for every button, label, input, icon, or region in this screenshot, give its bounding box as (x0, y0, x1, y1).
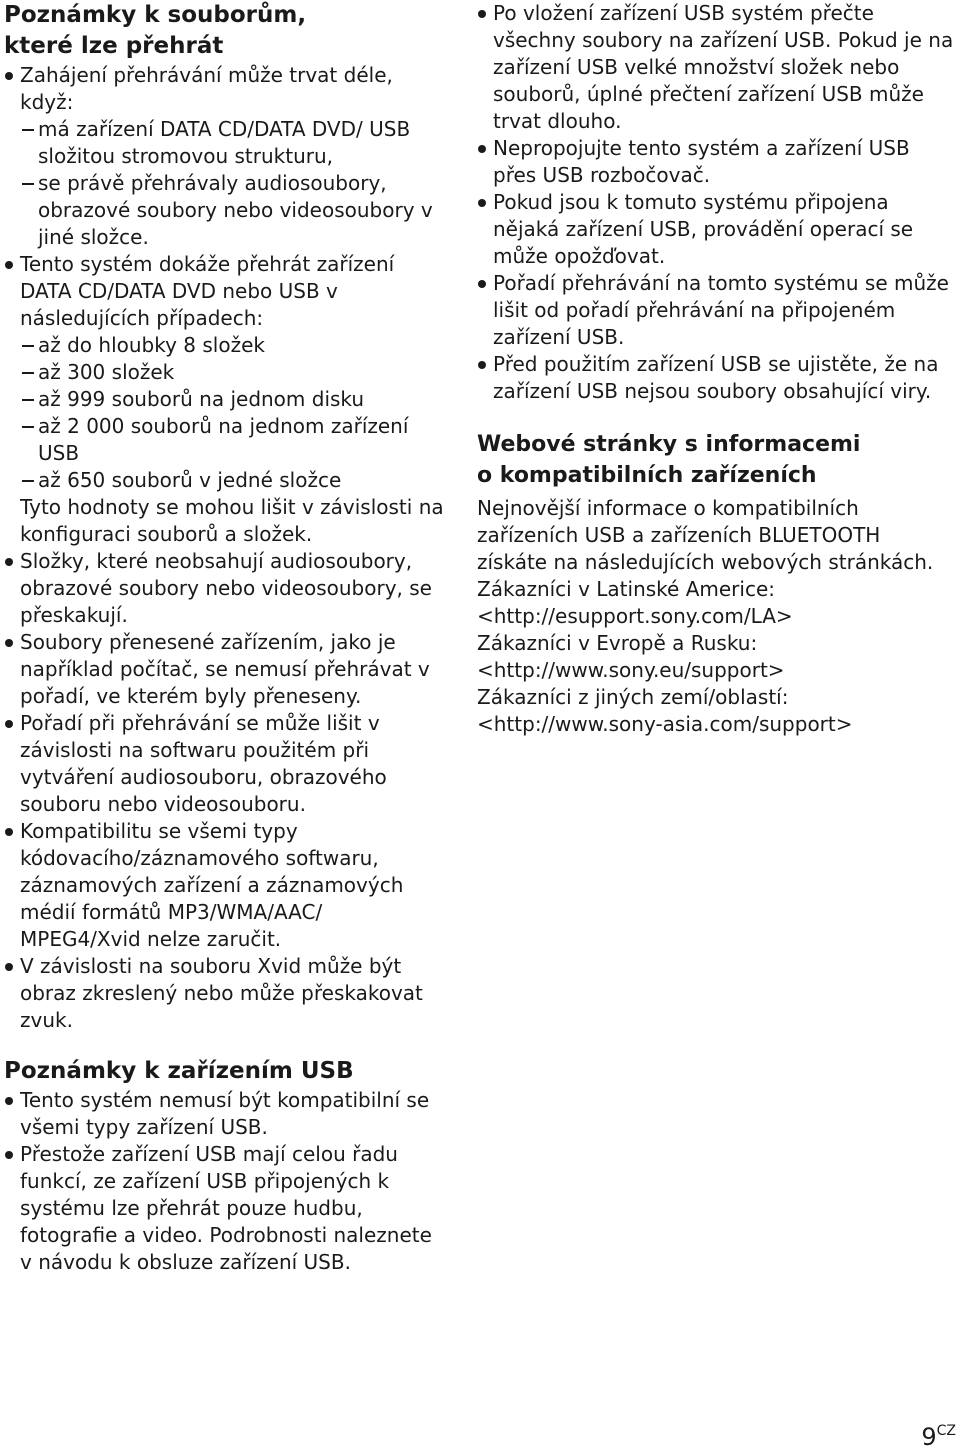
list-item (4, 548, 444, 629)
bullet-text: Soubory přenesené zařízením, jako je například počítač, se nemusí přehrávat v pořadí, ve kterém byly přeneseny. (20, 630, 430, 708)
list-item (4, 710, 444, 818)
section-title-usb-notes: Poznámky k zařízením USB (4, 1058, 354, 1084)
bullet-text: Pořadí přehrávání na tomto systému se může lišit od pořadí přehrávání na připojeném zařízení USB. (493, 271, 949, 349)
support-link[interactable]: <http://www.sony-asia.com/support> (477, 712, 853, 736)
heading-line-2: o kompatibilních zařízeních (477, 463, 817, 488)
section-title-playable-files (4, 0, 444, 62)
playable-files-notes (4, 62, 444, 1034)
sub-item: až 2 000 souborů na jednom zařízení USB (20, 413, 444, 467)
usb-notes-continued (477, 0, 955, 405)
page-number-value: 9 (921, 1423, 937, 1451)
list-item (477, 135, 955, 189)
bullet-text: Po vložení zařízení USB systém přečte všechny soubory na zařízení USB. Pokud je na zařízení USB velké množství složek nebo souborů, úplné přečtení zařízení USB může trvat dlouho. (493, 1, 954, 133)
bullet-note: Tyto hodnoty se mohou lišit v závislosti na konfiguraci souborů a složek. (20, 495, 444, 546)
bullet-text: Tento systém nemusí být kompatibilní se všemi typy zařízení USB. (20, 1088, 430, 1139)
bullet-text: Složky, které neobsahují audiosoubory, obrazové soubory nebo videosoubory, se přeskakují. (20, 549, 432, 627)
bullet-text: Před použitím zařízení USB se ujistěte, že na zařízení USB nejsou soubory obsahující viry. (493, 352, 939, 403)
list-item (4, 1087, 444, 1141)
sub-item: až 999 souborů na jednom disku (20, 386, 444, 413)
bullet-text: Přestože zařízení USB mají celou řadu funkcí, ze zařízení USB připojených k systému lze přehrát pouze hudbu, fotografie a video. Podrobnosti naleznete v návodu k obsluze zařízení USB. (20, 1142, 432, 1274)
bullet-text: Zahájení přehrávání může trvat déle, když: (20, 63, 393, 114)
list-item (477, 270, 955, 351)
support-link[interactable]: <http://www.sony.eu/support> (477, 658, 785, 682)
list-item (477, 189, 955, 270)
heading-line-1: Poznámky k souborům, (4, 2, 307, 28)
page-number (921, 1416, 956, 1452)
sub-item: až do hloubky 8 složek (20, 332, 444, 359)
left-column (4, 0, 444, 1276)
list-item (4, 1141, 444, 1276)
heading-line-2: které lze přehrát (4, 33, 224, 59)
bullet-text: Nepropojujte tento systém a zařízení USB přes USB rozbočovač. (493, 136, 910, 187)
list-item (4, 818, 444, 953)
list-item (477, 0, 955, 135)
region-label: Zákazníci v Evropě a Rusku: (477, 631, 758, 655)
bullet-text: Tento systém dokáže přehrát zařízení DATA CD/DATA DVD nebo USB v následujících případech: (20, 252, 395, 330)
list-item (4, 629, 444, 710)
language-code: CZ (936, 1423, 956, 1439)
sub-item: má zařízení DATA CD/DATA DVD/ USB složitou stromovou strukturu, (20, 116, 444, 170)
section-title-websites (477, 429, 955, 491)
support-link[interactable]: <http://esupport.sony.com/LA> (477, 604, 793, 628)
support-links (477, 576, 955, 738)
heading-line-1: Webové stránky s informacemi (477, 432, 861, 457)
region-label: Zákazníci v Latinské Americe: (477, 577, 775, 601)
bullet-text: V závislosti na souboru Xvid může být obraz zkreslený nebo může přeskakovat zvuk. (20, 954, 423, 1032)
sub-item: až 650 souborů v jedné složce (20, 467, 444, 494)
sub-item: až 300 složek (20, 359, 444, 386)
region-label: Zákazníci z jiných zemí/oblastí: (477, 685, 789, 709)
bullet-text: Pořadí při přehrávání se může lišit v závislosti na softwaru použitém při vytváření audiosouboru, obrazového souboru nebo videosouboru. (20, 711, 387, 816)
sub-item: se právě přehrávaly audiosoubory, obrazové soubory nebo videosoubory v jiné složce. (20, 170, 444, 251)
bullet-text: Pokud jsou k tomuto systému připojena nějaká zařízení USB, provádění operací se může opožďovat. (493, 190, 914, 268)
list-item (4, 953, 444, 1034)
websites-intro: Nejnovější informace o kompatibilních zařízeních USB a zařízeních BLUETOOTH získáte na následujících webových stránkách. (477, 496, 934, 574)
list-item (4, 62, 444, 251)
right-column (477, 0, 955, 738)
list-item (477, 351, 955, 405)
usb-notes (4, 1087, 444, 1276)
bullet-text: Kompatibilitu se všemi typy kódovacího/záznamového softwaru, záznamových zařízení a záznamových médií formátů MP3/WMA/AAC/ MPEG4/Xvid nelze zaručit. (20, 819, 404, 951)
list-item (4, 251, 444, 548)
